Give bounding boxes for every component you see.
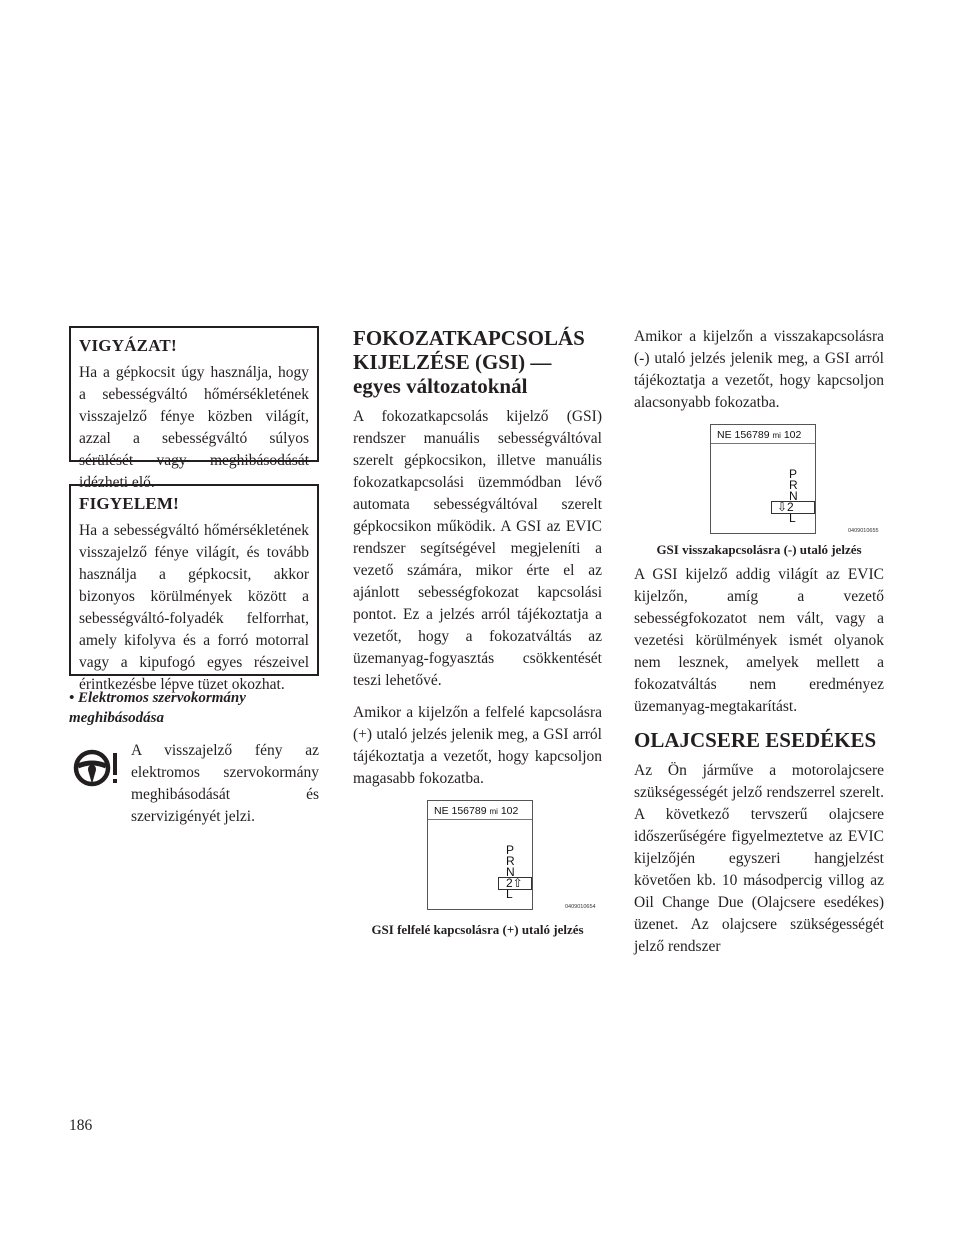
gear-p: P [506,843,515,857]
figure-code: 0409010654 [565,904,596,910]
caution-box [69,326,319,491]
gear-l: L [506,887,513,901]
page-number: 186 [69,1117,93,1134]
left-column [69,326,319,825]
display-top-line: NE 156789 mi 102 [434,805,519,817]
oil-paragraph-1: Az Ön járműve a motorolajcsere szükségességét jelző rendszerrel szerelt. A következő tervszerű olajcsere időszerűségére figyelmeztetve az EVIC kijelzőjén egyszeri hangjelzést követően kb. 10 másodpercig villog az Oil Change Due (Olajcsere esedékes) üzenet. Az olajcsere szükségességét jelző rendszer [634,762,884,955]
gear-l: L [789,511,796,525]
downshift-figure [634,424,884,564]
right-column [634,326,884,968]
warning-text: Ha a sebességváltó hőmérsékletének visszajelző fénye világít, és tovább használja a gépkocsit, akkor bizonyos körülmények között a sebességváltó-folyadék felforrhat, amely kifolyva és a forró motorral vagy a kipufogó egyes részeivel érintkezésbe lépve tüzet okozhat. [79,522,309,693]
upshift-caption: GSI felfelé kapcsolásra (+) utaló jelzés [371,922,584,937]
gear-2-upshift: 2⇧ [506,876,523,890]
display-top-line: NE 156789 mi 102 [717,429,802,441]
warning-title: FIGYELEM! [79,494,180,513]
middle-column [353,326,602,955]
gsi-paragraph-2: Amikor a kijelzőn a felfelé kapcsolásra (+) utaló jelzés jelenik meg, a GSI arról tájékoztatja a vezetőt, hogy kapcsoljon magasabb fokozatba. [353,704,602,787]
gear-n: N [506,865,515,879]
downshift-display [710,424,816,534]
steering-wheel-warning-icon [73,748,121,788]
caution-text: Ha a gépkocsit úgy használja, hogy a sebességváltó hőmérsékletének visszajelző fénye közben világít, azzal a sebességváltó súlyos sérülését vagy meghibásodását idézheti elő. [79,364,309,491]
warning-box [69,484,319,693]
gsi-heading: FOKOZATKAPCSOLÁS KIJELZÉSE (GSI) — egyes változatoknál [353,326,585,398]
caution-title: VIGYÁZAT! [79,336,177,355]
display-divider [711,443,815,444]
gsi-paragraph-3: Amikor a kijelzőn a visszakapcsolásra (-) utaló jelzés jelenik meg, a GSI arról tájékoztatja a vezetőt, hogy kapcsoljon alacsonyabb fokozatba. [634,328,884,411]
downshift-caption: GSI visszakapcsolásra (-) utaló jelzés [656,542,862,557]
gear-r: R [789,478,798,492]
upshift-figure [353,800,602,955]
gsi-paragraph-4: A GSI kijelző addig világít az EVIC kijelzőn, amíg a vezető sebességfokozatot nem vált, vagy a vezetési körülmények ismét olyanok nem lesznek, amelyek mellett a fokozatváltás nem eredményez üzemanyag-megtakarítást. [634,566,884,715]
eps-text: A visszajelző fény az elektromos szervokormány meghibásodását és szervizigényét jelzi. [131,742,319,825]
eps-row [69,740,319,825]
upshift-display [427,800,533,910]
display-divider [428,819,532,820]
gsi-paragraph-1: A fokozatkapcsolás kijelző (GSI) rendszer manuális sebességváltóval szerelt gépkocsikon, illetve manuális fokozatkapcsolási üzemmódban lévő automata sebességváltóval szerelt gépkocsikon működik. A GSI az EVIC rendszer segítségével megjeleníti a vezető számára, mikor érte el az ajánlott sebességfokozat kapcsolási pontot. Ez a jelzés arról tájékoztatja a vezetőt, hogy a fokozatváltás az üzemanyag-fogyasztás csökkentését teszi lehetővé. [353,408,602,689]
gear-n: N [789,489,798,503]
gear-p: P [789,467,798,481]
eps-bullet-heading: • Elektromos szervokormány meghibásodása [69,690,246,726]
gear-2-downshift: ⇩2 [777,500,794,514]
oil-heading: OLAJCSERE ESEDÉKES [634,728,877,752]
figure-code: 0409010655 [848,528,879,534]
gear-r: R [506,854,515,868]
